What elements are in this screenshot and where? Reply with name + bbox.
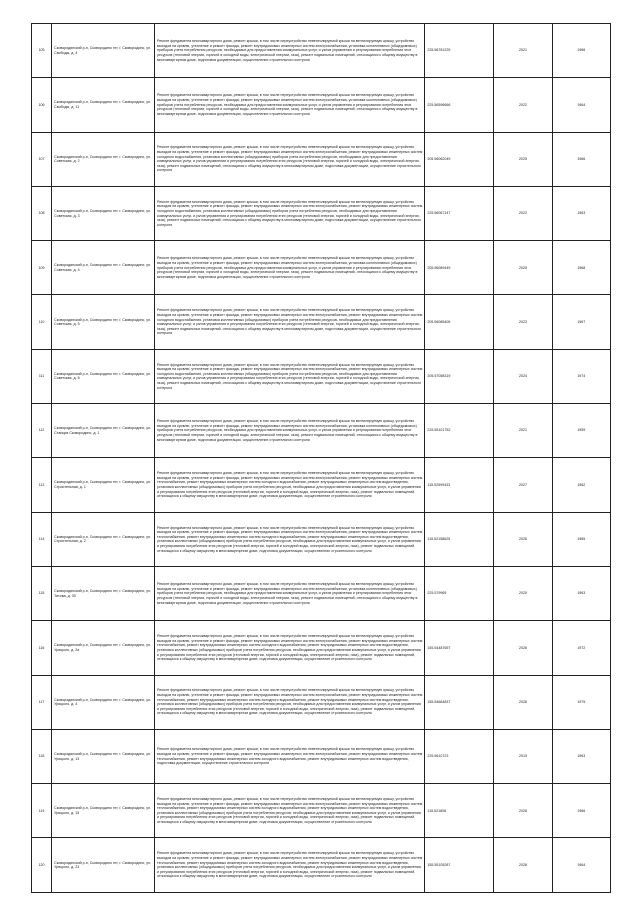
works-cell: Ремонт фундамента многоквартирного дома, ремонт крыши, в том числе переустройство невентилируемой крыши на вентилируемую крышу, устройство выходов на кровлю, утепление и ремонт фасада, ремонт внутридомовых инженерных систем электроснабжения, установка коллективных (общедомовых) приборов учета потребления ресурсов, необходимых для предоставления коммунальных услуг, и узлов управления и регулирования потребления этих ресурсов (тепловой энергии, горячей и холодной воды, электрической энергии, газа), ремонт подвальных помещений, относящихся к общему имуществу в многоквартирном доме, подготовка документации, осуществление строительного контроля	[155, 78, 425, 132]
row-number: 120	[32, 838, 52, 892]
plan-year-cell: 2026	[494, 675, 552, 729]
plan-year-cell: 2019	[494, 729, 552, 783]
table-row	[32, 729, 611, 783]
table-row	[32, 784, 611, 838]
cost-cell: 155.55105287	[425, 838, 494, 892]
works-cell: Ремонт фундамента многоквартирного дома, ремонт крыши, в том числе переустройство невентилируемой крыши на вентилируемую крышу, устройство выходов на кровлю, утепление и ремонт фасада, ремонт внутридомовых инженерных систем электроснабжения, установка коллективных (общедомовых) приборов учета потребления ресурсов, необходимых для предоставления коммунальных услуг, и узлов управления и регулирования потребления этих ресурсов (тепловой энергии, горячей и холодной воды, электрической энергии, газа), ремонт подвальных помещений, относящихся к общему имуществу в многоквартирном доме, подготовка документации, осуществление строительного контроля	[155, 404, 425, 458]
works-cell: Ремонт фундамента многоквартирного дома, ремонт крыши, в том числе переустройство невентилируемой крыши на вентилируемую крышу, устройство выходов на кровлю, утепление и ремонт фасада, ремонт внутридомовых инженерных систем электроснабжения, ремонт внутридомовых инженерных систем теплоснабжения, ремонт внутридомовых инженерных систем холодного водоснабжения, ремонт внутридомовых инженерных систем водоотведения, установка коллективных (общедомовых) приборов учета потребления ресурсов, необходимых для предоставления коммунальных услуг, и узлов управления и регулирования потребления этих ресурсов (тепловой энергии, горячей и холодной воды, электрической энергии, газа), ремонт подвальных помещений, относящихся к общему имуществу в многоквартирном доме, подготовка документации, осуществление строительного контроля	[155, 675, 425, 729]
plan-year-cell: 2026	[494, 512, 552, 566]
plan-year-cell: 2026	[494, 621, 552, 675]
works-cell: Ремонт фундамента многоквартирного дома, ремонт крыши, в том числе переустройство невентилируемой крыши на вентилируемую крышу, устройство выходов на кровлю, утепление и ремонт фасада, ремонт внутридомовых инженерных систем электроснабжения, ремонт внутридомовых инженерных систем теплоснабжения, ремонт внутридомовых инженерных систем холодного водоснабжения, ремонт внутридомовых инженерных систем водоотведения, установка коллективных (общедомовых) приборов учета потребления ресурсов, необходимых для предоставления коммунальных услуг, и узлов управления и регулирования потребления этих ресурсов (тепловой энергии, горячей и холодной воды, электрической энергии, газа), ремонт подвальных помещений, относящихся к общему имуществу в многоквартирном доме, подготовка документации, осуществление строительного контроля	[155, 838, 425, 892]
document-page	[31, 23, 611, 893]
table-row	[32, 241, 611, 295]
cost-cell: 155.54684837	[425, 675, 494, 729]
address-cell: Сковородинский р-н, Сковородино пгт, г. Сковородино, ул. Станция Сковородино, д. 1	[52, 404, 155, 458]
works-cell: Ремонт фундамента многоквартирного дома, ремонт крыши, в том числе переустройство невентилируемой крыши на вентилируемую крышу, устройство выходов на кровлю, утепление и ремонт фасада, ремонт внутридомовых инженерных систем электроснабжения, ремонт внутридомовых инженерных систем теплоснабжения, ремонт внутридомовых инженерных систем холодного водоснабжения, ремонт внутридомовых инженерных систем водоотведения, подготовка документации, осуществление строительного контроля	[155, 729, 425, 783]
cost-cell: 205.57058319	[425, 349, 494, 403]
built-year-cell: 1959	[552, 404, 610, 458]
built-year-cell: 1963	[552, 186, 610, 240]
row-number: 108	[32, 186, 52, 240]
table-row	[32, 675, 611, 729]
table-row	[32, 512, 611, 566]
built-year-cell: 1965	[552, 512, 610, 566]
row-number: 107	[32, 132, 52, 186]
plan-year-cell: 2022	[494, 78, 552, 132]
works-cell: Ремонт фундамента многоквартирного дома, ремонт крыши, в том числе переустройство невентилируемой крыши на вентилируемую крышу, устройство выходов на кровлю, утепление и ремонт фасада, ремонт внутридомовых инженерных систем электроснабжения, ремонт внутридомовых инженерных систем теплоснабжения, ремонт внутридомовых инженерных систем холодного водоснабжения, ремонт внутридомовых инженерных систем водоотведения, установка коллективных (общедомовых) приборов учета потребления ресурсов, необходимых для предоставления коммунальных услуг, и узлов управления и регулирования потребления этих ресурсов (тепловой энергии, горячей и холодной воды, электрической энергии, газа), ремонт подвальных помещений, относящихся к общему имуществу в многоквартирном доме, подготовка документации, осуществление строительного контроля	[155, 784, 425, 838]
row-number: 105	[32, 24, 52, 78]
built-year-cell: 1974	[552, 349, 610, 403]
table-row	[32, 838, 611, 892]
built-year-cell: 1962	[552, 458, 610, 512]
table-row	[32, 78, 611, 132]
built-year-cell: 1963	[552, 566, 610, 620]
cost-cell: 225.579965	[425, 566, 494, 620]
table-row	[32, 24, 611, 78]
address-cell: Сковородинский р-н, Сковородино пгт, г. Сковородино, ул. Советская, д. 3	[52, 186, 155, 240]
row-number: 114	[32, 512, 52, 566]
plan-year-cell: 2020	[494, 566, 552, 620]
plan-year-cell: 2024	[494, 349, 552, 403]
row-number: 116	[32, 621, 52, 675]
table-row	[32, 132, 611, 186]
cost-cell: 225.56596666	[425, 78, 494, 132]
works-cell: Ремонт фундамента многоквартирного дома, ремонт крыши, в том числе переустройство невентилируемой крыши на вентилируемую крышу, устройство выходов на кровлю, утепление и ремонт фасада, ремонт внутридомовых инженерных систем электроснабжения, установка коллективных (общедомовых) приборов учета потребления ресурсов, необходимых для предоставления коммунальных услуг, и узлов управления и регулирования потребления этих ресурсов (тепловой энергии, горячей и холодной воды, электрической энергии, газа), ремонт подвальных помещений, относящихся к общему имуществу в многоквартирном доме, подготовка документации, осуществление строительного контроля	[155, 24, 425, 78]
built-year-cell: 1967	[552, 295, 610, 349]
address-cell: Сковородинский р-н, Сковородино пгт, г. Сковородино, ул. Урицкого, д. 15	[52, 784, 155, 838]
cost-cell: 225.55101752	[425, 404, 494, 458]
plan-year-cell: 2025	[494, 241, 552, 295]
plan-year-cell: 2022	[494, 186, 552, 240]
built-year-cell: 1966	[552, 24, 610, 78]
works-cell: Ремонт фундамента многоквартирного дома, ремонт крыши, в том числе переустройство невентилируемой крыши на вентилируемую крышу, устройство выходов на кровлю, утепление и ремонт фасада, ремонт внутридомовых инженерных систем электроснабжения, ремонт внутридомовых инженерных систем холодного водоснабжения, установка коллективных (общедомовых) приборов учета потребления ресурсов, необходимых для предоставления коммунальных услуг, и узлов управления и регулирования потребления этих ресурсов (тепловой энергии, горячей и холодной воды, электрической энергии, газа), ремонт подвальных помещений, относящихся к общему имуществу в многоквартирном доме, подготовка документации, осуществление строительного контроля	[155, 132, 425, 186]
plan-year-cell: 2025	[494, 132, 552, 186]
capital-repair-table	[31, 23, 611, 893]
works-cell: Ремонт фундамента многоквартирного дома, ремонт крыши, в том числе переустройство невентилируемой крыши на вентилируемую крышу, устройство выходов на кровлю, утепление и ремонт фасада, ремонт внутридомовых инженерных систем электроснабжения, ремонт внутридомовых инженерных систем теплоснабжения, ремонт внутридомовых инженерных систем холодного водоснабжения, ремонт внутридомовых инженерных систем водоотведения, установка коллективных (общедомовых) приборов учета потребления ресурсов, необходимых для предоставления коммунальных услуг, и узлов управления и регулирования потребления этих ресурсов (тепловой энергии, горячей и холодной воды, электрической энергии, газа), ремонт подвальных помещений, относящихся к общему имуществу в многоквартирном доме, подготовка документации, осуществление строительного контроля	[155, 621, 425, 675]
table-row	[32, 566, 611, 620]
address-cell: Сковородинский р-н, Сковородино пгт, г. Сковородино, ул. Строительная, д. 1	[52, 458, 155, 512]
table-row	[32, 458, 611, 512]
built-year-cell: 1966	[552, 784, 610, 838]
table-row	[32, 349, 611, 403]
address-cell: Сковородинский р-н, Сковородино пгт, г. Сковородино, ул. Урицкого, д. 23	[52, 838, 155, 892]
plan-year-cell: 2023	[494, 295, 552, 349]
plan-year-cell: 2021	[494, 404, 552, 458]
address-cell: Сковородинский р-н, Сковородино пгт, г. Сковородино, ул. Титова, д. 30	[52, 566, 155, 620]
built-year-cell: 1968	[552, 241, 610, 295]
row-number: 119	[32, 784, 52, 838]
cost-cell: 155.54487657	[425, 621, 494, 675]
address-cell: Сковородинский р-н, Сковородино пгт, г. Сковородино, ул. Советская, д. 6	[52, 349, 155, 403]
address-cell: Сковородинский р-н, Сковородино пгт, г. Сковородино, ул. Урицкого, д. 13	[52, 729, 155, 783]
plan-year-cell: 2021	[494, 24, 552, 78]
address-cell: Сковородинский р-н, Сковородино пгт, г. Сковородино, ул. Советская, д. 2	[52, 132, 155, 186]
cost-cell: 115.52599433	[425, 458, 494, 512]
address-cell: Сковородинский р-н, Сковородино пгт, г. Сковородино, ул. Свободы, д. 11	[52, 78, 155, 132]
works-cell: Ремонт фундамента многоквартирного дома, ремонт крыши, в том числе переустройство невентилируемой крыши на вентилируемую крышу, устройство выходов на кровлю, утепление и ремонт фасада, ремонт внутридомовых инженерных систем электроснабжения, ремонт внутридомовых инженерных систем теплоснабжения, ремонт внутридомовых инженерных систем холодного водоснабжения, ремонт внутридомовых инженерных систем водоотведения, установка коллективных (общедомовых) приборов учета потребления ресурсов, необходимых для предоставления коммунальных услуг, и узлов управления и регулирования потребления этих ресурсов (тепловой энергии, горячей и холодной воды, электрической энергии, газа), ремонт подвальных помещений, относящихся к общему имуществу в многоквартирном доме, подготовка документации, осуществление строительного контроля	[155, 458, 425, 512]
works-cell: Ремонт фундамента многоквартирного дома, ремонт крыши, в том числе переустройство невентилируемой крыши на вентилируемую крышу, устройство выходов на кровлю, утепление и ремонт фасада, ремонт внутридомовых инженерных систем электроснабжения, ремонт внутридомовых инженерных систем теплоснабжения, ремонт внутридомовых инженерных систем холодного водоснабжения, ремонт внутридомовых инженерных систем водоотведения, установка коллективных (общедомовых) приборов учета потребления ресурсов, необходимых для предоставления коммунальных услуг, и узлов управления и регулирования потребления этих ресурсов (тепловой энергии, горячей и холодной воды, электрической энергии, газа), ремонт подвальных помещений, относящихся к общему имуществу в многоквартирном доме, подготовка документации, осуществление строительного контроля	[155, 512, 425, 566]
address-cell: Сковородинский р-н, Сковородино пгт, г. Сковородино, ул. Урицкого, д. 2а	[52, 621, 155, 675]
table-row	[32, 186, 611, 240]
address-cell: Сковородинский р-н, Сковородино пгт, г. Сковородино, ул. Советская, д. 5	[52, 295, 155, 349]
row-number: 115	[32, 566, 52, 620]
works-cell: Ремонт фундамента многоквартирного дома, ремонт крыши, в том числе переустройство невентилируемой крыши на вентилируемую крышу, устройство выходов на кровлю, утепление и ремонт фасада, ремонт внутридомовых инженерных систем электроснабжения, ремонт внутридомовых инженерных систем холодного водоснабжения, установка коллективных (общедомовых) приборов учета потребления ресурсов, необходимых для предоставления коммунальных услуг, и узлов управления и регулирования потребления этих ресурсов (тепловой энергии, горячей и холодной воды, электрической энергии, газа), ремонт подвальных помещений, относящихся к общему имуществу в многоквартирном доме, подготовка документации, осуществление строительного контроля	[155, 349, 425, 403]
cost-cell: 225.56067147	[425, 186, 494, 240]
address-cell: Сковородинский р-н, Сковородино пгт, г. Сковородино, ул. Советская, д. 4	[52, 241, 155, 295]
address-cell: Сковородинский р-н, Сковородино пгт, г. Сковородино, ул. Строительная, д. 2	[52, 512, 155, 566]
cost-cell: 205.56089449	[425, 241, 494, 295]
cost-cell: 225.5610723	[425, 729, 494, 783]
row-number: 106	[32, 78, 52, 132]
table-row	[32, 295, 611, 349]
cost-cell: 205.56062049	[425, 132, 494, 186]
works-cell: Ремонт фундамента многоквартирного дома, ремонт крыши, в том числе переустройство невентилируемой крыши на вентилируемую крышу, устройство выходов на кровлю, утепление и ремонт фасада, ремонт внутридомовых инженерных систем электроснабжения, ремонт внутридомовых инженерных систем холодного водоснабжения, установка коллективных (общедомовых) приборов учета потребления ресурсов, необходимых для предоставления коммунальных услуг, и узлов управления и регулирования потребления этих ресурсов (тепловой энергии, горячей и холодной воды, электрической энергии, газа), ремонт подвальных помещений, относящихся к общему имуществу в многоквартирном доме, подготовка документации, осуществление строительного контроля	[155, 186, 425, 240]
built-year-cell: 1963	[552, 729, 610, 783]
built-year-cell: 1972	[552, 621, 610, 675]
row-number: 117	[32, 675, 52, 729]
table-row	[32, 621, 611, 675]
table-row	[32, 404, 611, 458]
table-body	[32, 24, 611, 893]
built-year-cell: 1966	[552, 132, 610, 186]
address-cell: Сковородинский р-н, Сковородино пгт, г. Сковородино, ул. Урицкого, д. 4	[52, 675, 155, 729]
plan-year-cell: 2028	[494, 838, 552, 892]
works-cell: Ремонт фундамента многоквартирного дома, ремонт крыши, в том числе переустройство невентилируемой крыши на вентилируемую крышу, устройство выходов на кровлю, утепление и ремонт фасада, ремонт внутридомовых инженерных систем электроснабжения, установка коллективных (общедомовых) приборов учета потребления ресурсов, необходимых для предоставления коммунальных услуг, и узлов управления и регулирования потребления этих ресурсов (тепловой энергии, горячей и холодной воды, электрической энергии, газа), ремонт подвальных помещений, относящихся к общему имуществу в многоквартирном доме, подготовка документации, осуществление строительного контроля	[155, 566, 425, 620]
row-number: 109	[32, 241, 52, 295]
address-cell: Сковородинский р-н, Сковородино пгт, г. Сковородино, ул. Свободы, д. 4	[52, 24, 155, 78]
cost-cell: 205.56085405	[425, 295, 494, 349]
works-cell: Ремонт фундамента многоквартирного дома, ремонт крыши, в том числе переустройство невентилируемой крыши на вентилируемую крышу, устройство выходов на кровлю, утепление и ремонт фасада, ремонт внутридомовых инженерных систем электроснабжения, ремонт внутридомовых инженерных систем холодного водоснабжения, установка коллективных (общедомовых) приборов учета потребления ресурсов, необходимых для предоставления коммунальных услуг, и узлов управления и регулирования потребления этих ресурсов (тепловой энергии, горячей и холодной воды, электрической энергии, газа), ремонт подвальных помещений, относящихся к общему имуществу в многоквартирном доме, подготовка документации, осуществление строительного контроля	[155, 295, 425, 349]
built-year-cell: 1964	[552, 838, 610, 892]
row-number: 110	[32, 295, 52, 349]
row-number: 112	[32, 404, 52, 458]
works-cell: Ремонт фундамента многоквартирного дома, ремонт крыши, в том числе переустройство невентилируемой крыши на вентилируемую крышу, устройство выходов на кровлю, утепление и ремонт фасада, ремонт внутридомовых инженерных систем электроснабжения, установка коллективных (общедомовых) приборов учета потребления ресурсов, необходимых для предоставления коммунальных услуг, и узлов управления и регулирования потребления этих ресурсов (тепловой энергии, горячей и холодной воды, электрической энергии, газа), ремонт подвальных помещений, относящихся к общему имуществу в многоквартирном доме, подготовка документации, осуществление строительного контроля	[155, 241, 425, 295]
built-year-cell: 1964	[552, 78, 610, 132]
cost-cell: 115.52158625	[425, 512, 494, 566]
row-number: 118	[32, 729, 52, 783]
cost-cell: 115.521808	[425, 784, 494, 838]
plan-year-cell: 2028	[494, 784, 552, 838]
row-number: 111	[32, 349, 52, 403]
cost-cell: 225.56781225	[425, 24, 494, 78]
built-year-cell: 1975	[552, 675, 610, 729]
row-number: 113	[32, 458, 52, 512]
plan-year-cell: 2027	[494, 458, 552, 512]
